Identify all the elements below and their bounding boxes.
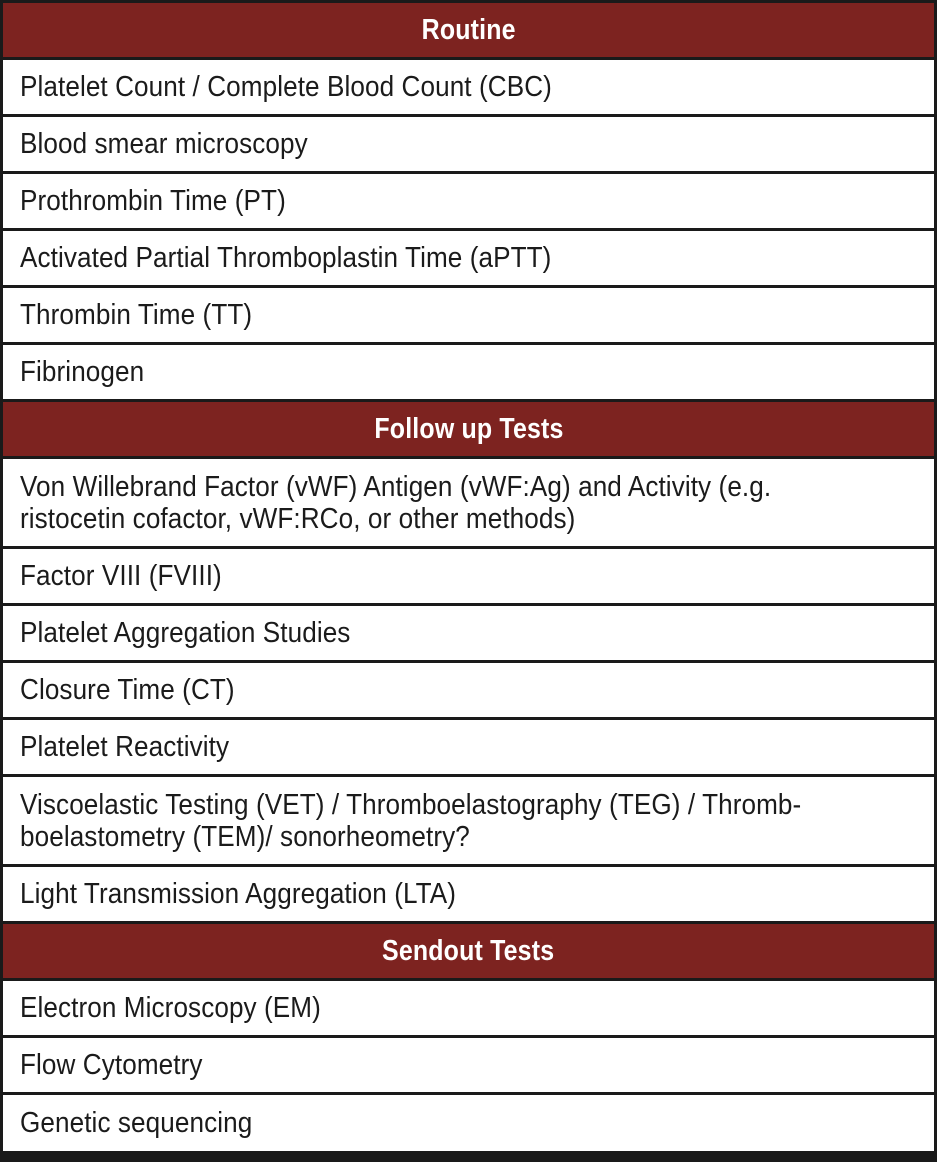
test-name: Thrombin Time (TT) — [20, 299, 253, 331]
test-name: Prothrombin Time (PT) — [20, 185, 286, 217]
test-name: Factor VIII (FVIII) — [20, 560, 222, 592]
table-row — [3, 606, 934, 663]
table-row — [3, 459, 934, 549]
table-row — [3, 720, 934, 777]
section-title: Follow up Tests — [373, 412, 564, 445]
section-header-sendout — [3, 924, 934, 981]
table-row — [3, 288, 934, 345]
test-name: Flow Cytometry — [20, 1049, 203, 1081]
test-name: Genetic sequencing — [20, 1107, 253, 1139]
table-row — [3, 867, 934, 924]
test-name: Blood smear microscopy — [20, 128, 308, 160]
table-row — [3, 663, 934, 720]
section-title: Routine — [421, 13, 516, 46]
table-row — [3, 1095, 934, 1151]
table-row — [3, 60, 934, 117]
table-row — [3, 117, 934, 174]
table-row — [3, 345, 934, 402]
test-name: Platelet Aggregation Studies — [20, 617, 351, 649]
test-name: Light Transmission Aggregation (LTA) — [20, 878, 457, 910]
section-header-routine — [3, 3, 934, 60]
section-header-follow-up — [3, 402, 934, 459]
test-name: Viscoelastic Testing (VET) / Thromboelastography (TEG) / Thromb-boelastometry (TEM)/ sonorheometry? — [20, 788, 802, 853]
test-name: Von Willebrand Factor (vWF) Antigen (vWF:Ag) and Activity (e.g. ristocetin cofactor, vWF:RCo, or other methods) — [20, 470, 772, 535]
test-name: Activated Partial Thromboplastin Time (aPTT) — [20, 242, 552, 274]
section-title: Sendout Tests — [382, 934, 555, 967]
test-name: Fibrinogen — [20, 356, 145, 388]
test-name: Closure Time (CT) — [20, 674, 235, 706]
test-name: Platelet Count / Complete Blood Count (CBC) — [20, 71, 552, 103]
table-row — [3, 231, 934, 288]
table-row — [3, 1038, 934, 1095]
test-name: Electron Microscopy (EM) — [20, 992, 321, 1024]
test-name: Platelet Reactivity — [20, 731, 230, 763]
table-row — [3, 777, 934, 867]
table-row — [3, 549, 934, 606]
table-row — [3, 174, 934, 231]
table-row — [3, 981, 934, 1038]
